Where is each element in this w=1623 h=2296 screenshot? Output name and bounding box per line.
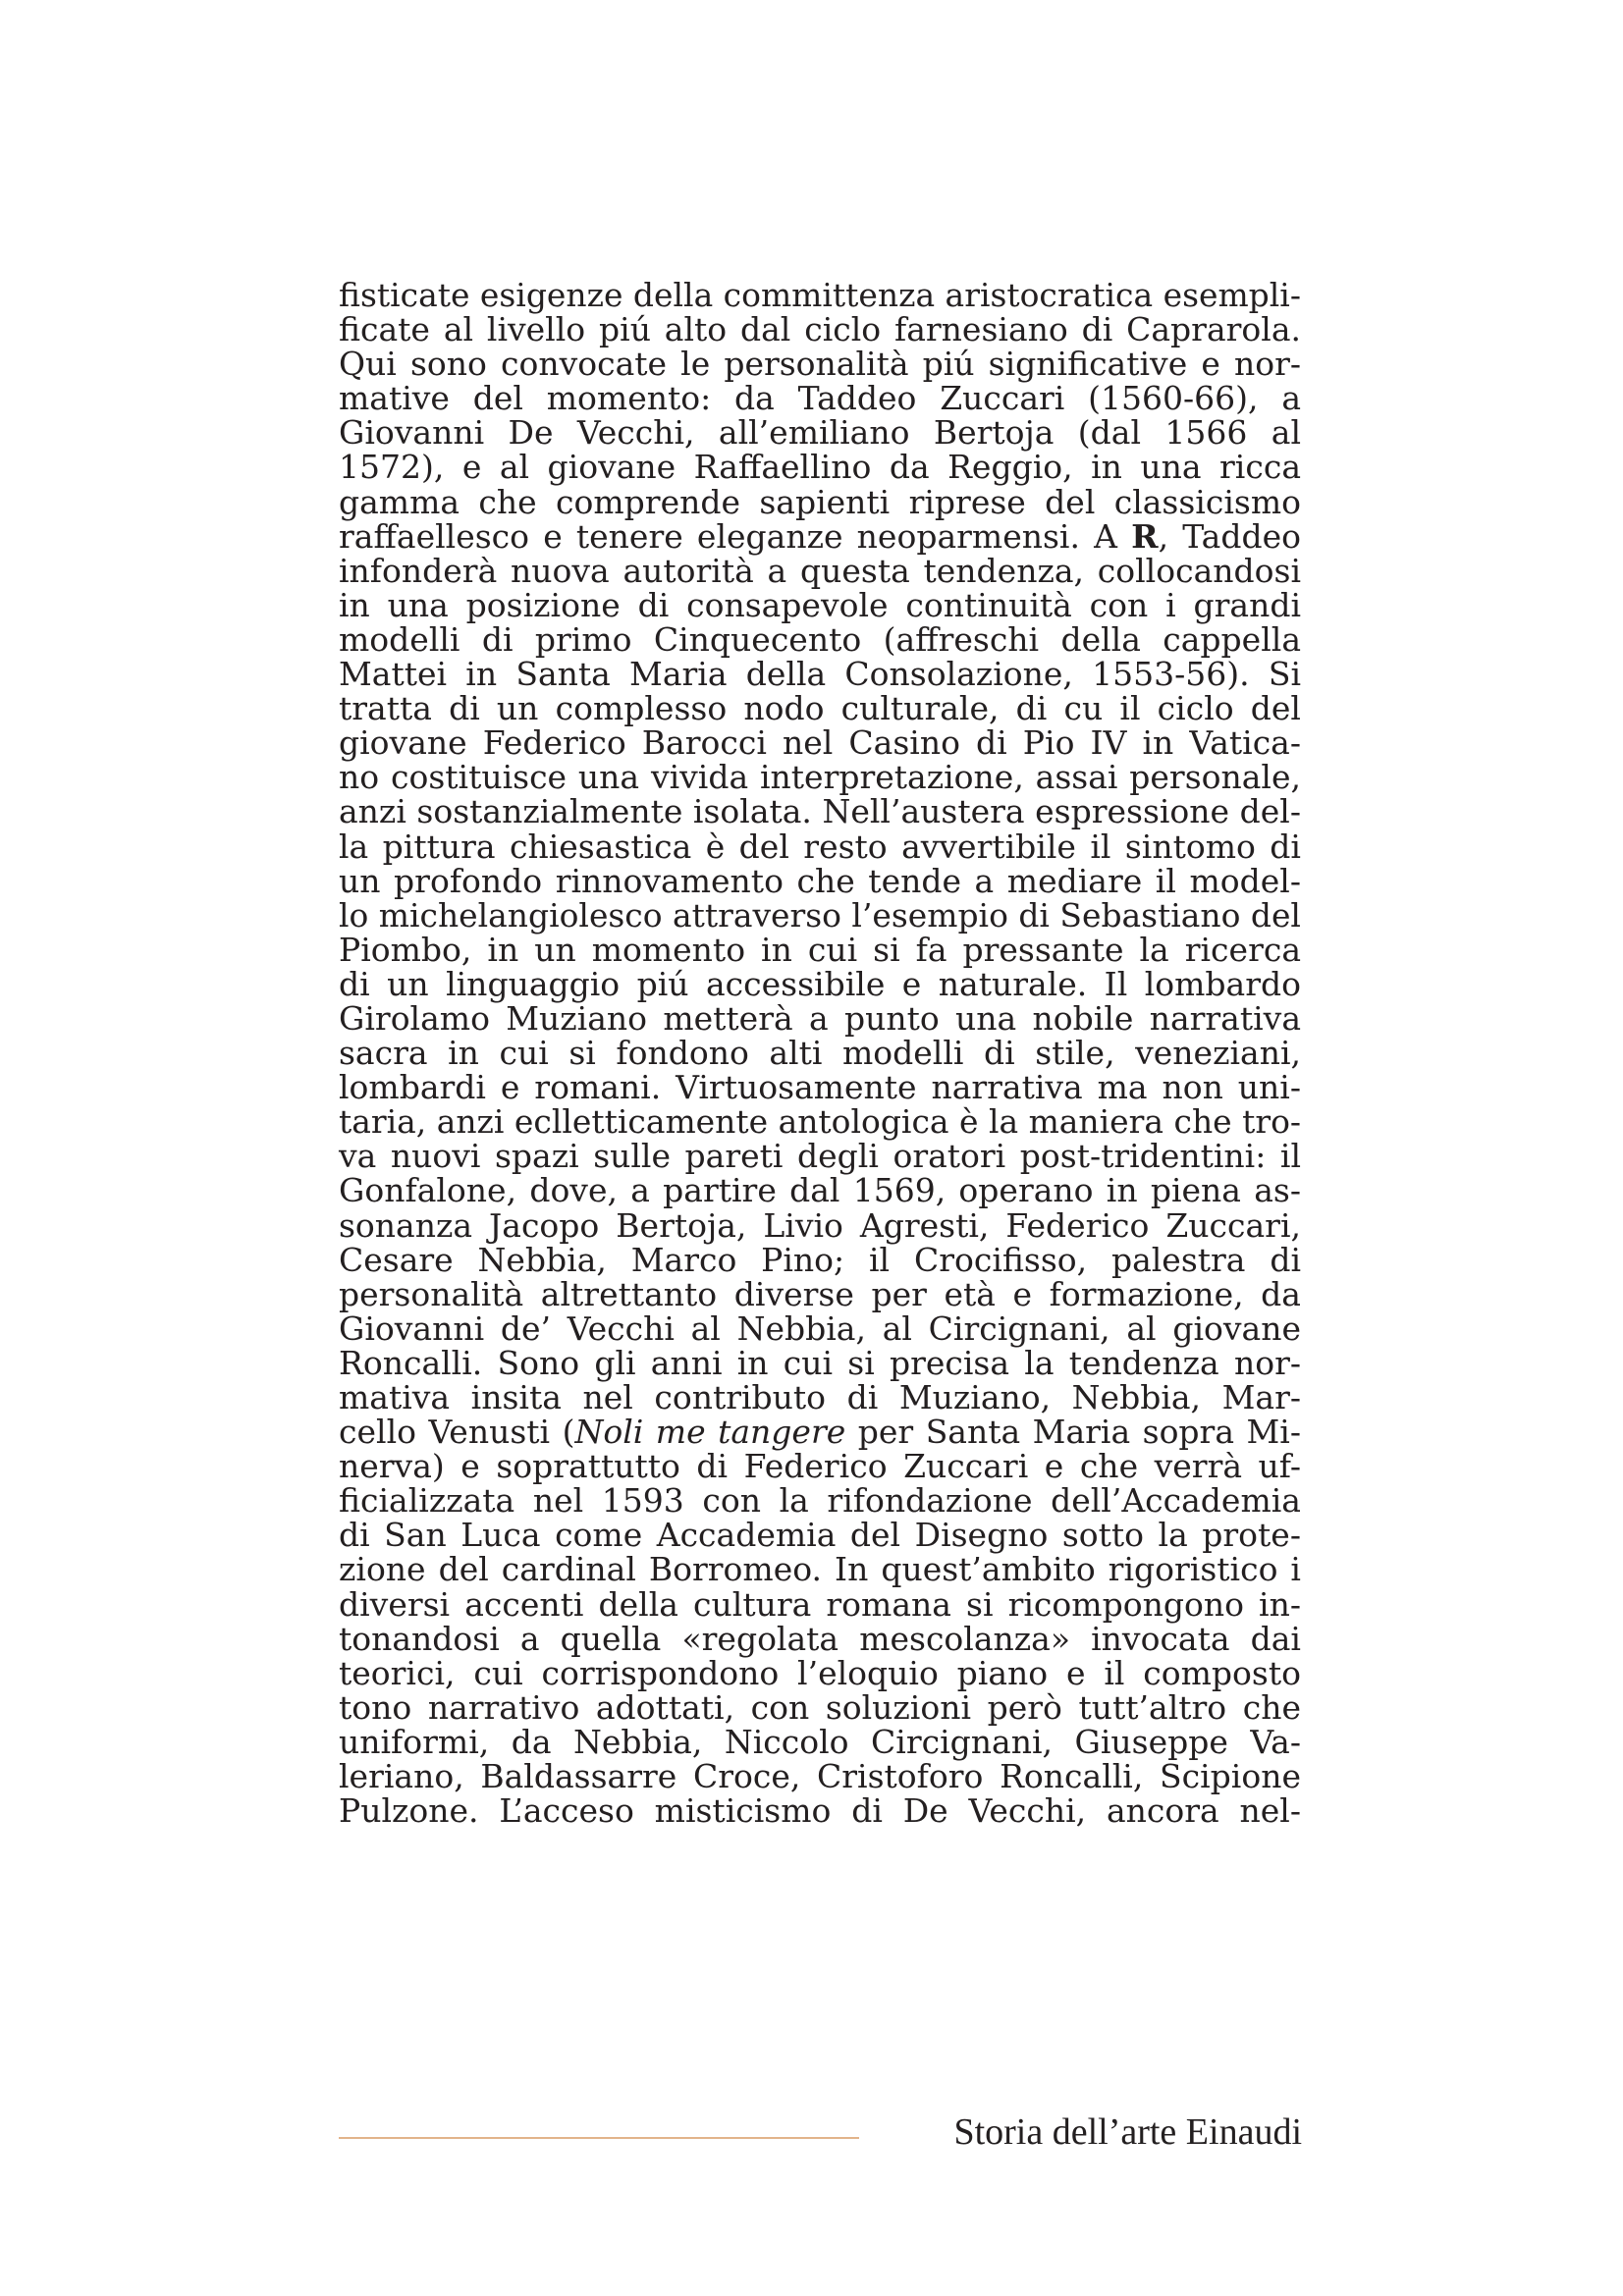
text-segment: tonandosi a quella «regolata mescolanza» invocata dai bbox=[339, 1619, 1301, 1658]
text-line bbox=[339, 1137, 1301, 1176]
footer-title: Storia dell’arte Einaudi bbox=[953, 2111, 1302, 2153]
text-segment: sonanza Jacopo Bertoja, Livio Agresti, Federico Zuccari, bbox=[339, 1205, 1301, 1245]
footer-rule bbox=[339, 2137, 859, 2139]
text-line bbox=[339, 723, 1301, 763]
text-line bbox=[339, 1447, 1301, 1486]
text-segment: Girolamo Muziano metterà a punto una nobile narrativa bbox=[339, 998, 1301, 1038]
text-line bbox=[339, 1343, 1301, 1382]
text-line bbox=[339, 1171, 1301, 1210]
text-segment: infonderà nuova autorità a questa tendenza, collocandosi bbox=[339, 551, 1301, 590]
text-line bbox=[339, 1380, 1301, 1415]
text-line bbox=[339, 1308, 1301, 1348]
text-line bbox=[339, 619, 1301, 659]
text-line bbox=[339, 1481, 1301, 1521]
text-segment: cello Venusti ( bbox=[339, 1413, 575, 1452]
text-line bbox=[339, 1653, 1301, 1692]
text-segment: mativa insita nel contributo di Muziano, Nebbia, Mar- bbox=[339, 1378, 1301, 1416]
text-segment: Piombo, in un momento in cui si fa pressante la ricerca bbox=[339, 930, 1301, 969]
text-line bbox=[339, 516, 1302, 556]
text-segment: Pulzone. L’acceso misticismo di De Vecchi, ancora nel- bbox=[339, 1791, 1301, 1831]
text-line bbox=[339, 379, 1301, 418]
body-text bbox=[339, 276, 1302, 1831]
text-segment: Qui sono convocate le personalità piú significative e nor- bbox=[339, 345, 1301, 384]
text-segment: personalità altrettanto diverse per età e formazione, da bbox=[339, 1274, 1301, 1313]
text-line bbox=[339, 829, 1301, 864]
text-segment: di San Luca come Accademia del Disegno sotto la prote- bbox=[339, 1516, 1301, 1555]
text-segment: raffaellesco e tenere eleganze neoparmensi. A bbox=[339, 516, 1132, 556]
text-segment: va nuovi spazi sulle pareti degli oratori post-tridentini: il bbox=[339, 1137, 1301, 1176]
text-segment: un profondo rinnovamento che tende a mediare il model- bbox=[339, 861, 1301, 900]
text-segment: giovane Federico Barocci nel Casino di Pio IV in Vatica- bbox=[339, 723, 1301, 763]
text-line bbox=[339, 1413, 1302, 1452]
text-segment: nerva) e soprattutto di Federico Zuccari e che verrà uf- bbox=[339, 1447, 1301, 1486]
text-segment: Gonfalone, dove, a partire dal 1569, operano in piena as- bbox=[339, 1171, 1301, 1210]
text-segment: per Santa Maria sopra Mi- bbox=[845, 1413, 1302, 1452]
text-segment: Giovanni de’ Vecchi al Nebbia, al Circignani, al giovane bbox=[339, 1308, 1301, 1348]
text-segment: teorici, cui corrispondono l’eloquio piano e il composto bbox=[339, 1653, 1301, 1692]
italic-title: Noli me tangere bbox=[574, 1413, 846, 1452]
text-line bbox=[339, 345, 1301, 384]
text-segment: Mattei in Santa Maria della Consolazione, 1553-56). Si bbox=[339, 655, 1301, 694]
text-line bbox=[339, 1034, 1301, 1073]
text-segment: Giovanni De Vecchi, all’emiliano Bertoja (dal 1566 al bbox=[339, 413, 1302, 453]
text-segment: ficate al livello piú alto dal ciclo farnesiano di Caprarola. bbox=[339, 310, 1301, 349]
text-segment: Cesare Nebbia, Marco Pino; il Crocifisso, palestra di bbox=[339, 1240, 1301, 1279]
text-segment: zione del cardinal Borromeo. In quest’ambito rigoristico i bbox=[339, 1550, 1301, 1589]
text-segment: lo michelangiolesco attraverso l’esempio di Sebastiano del bbox=[339, 895, 1301, 934]
text-line bbox=[339, 998, 1301, 1038]
text-line bbox=[339, 861, 1301, 900]
text-line bbox=[339, 551, 1301, 590]
text-line bbox=[339, 482, 1301, 521]
text-line bbox=[339, 1516, 1301, 1555]
text-line bbox=[339, 1274, 1301, 1313]
text-line bbox=[339, 1102, 1302, 1142]
text-segment: no costituisce una vivida interpretazione, assai personale, bbox=[339, 758, 1301, 797]
text-segment: uniformi, da Nebbia, Niccolo Circignani, Giuseppe Va- bbox=[339, 1722, 1301, 1761]
text-line bbox=[339, 792, 1301, 831]
text-line bbox=[339, 1722, 1301, 1761]
text-segment: lombardi e romani. Virtuosamente narrativa ma non uni- bbox=[339, 1068, 1301, 1107]
text-segment: , Taddeo bbox=[1158, 516, 1302, 556]
text-line bbox=[339, 930, 1301, 969]
text-line bbox=[339, 1687, 1301, 1727]
text-line bbox=[339, 585, 1301, 624]
text-segment: sacra in cui si fondono alti modelli di stile, veneziani, bbox=[339, 1034, 1301, 1073]
text-segment: tratta di un complesso nodo culturale, di cu il ciclo del bbox=[339, 689, 1301, 728]
text-line bbox=[339, 413, 1302, 453]
text-line bbox=[339, 1240, 1301, 1279]
text-line bbox=[339, 895, 1301, 934]
text-line bbox=[339, 448, 1301, 487]
text-line bbox=[339, 1791, 1301, 1831]
text-line bbox=[339, 1205, 1301, 1245]
text-segment: leriano, Baldassarre Croce, Cristoforo Roncalli, Scipione bbox=[339, 1757, 1301, 1796]
text-line bbox=[339, 655, 1301, 694]
text-line bbox=[339, 1550, 1301, 1589]
text-segment: modelli di primo Cinquecento (affreschi della cappella bbox=[339, 619, 1301, 659]
text-segment: tono narrativo adottati, con soluzioni però tutt’altro che bbox=[339, 1687, 1301, 1727]
text-line bbox=[339, 278, 1301, 312]
text-segment: anzi sostanzialmente isolata. Nell’austera espressione del- bbox=[339, 792, 1301, 831]
text-segment: la pittura chiesastica è del resto avvertibile il sintomo di bbox=[339, 827, 1301, 866]
text-segment: Roncalli. Sono gli anni in cui si precisa la tendenza nor- bbox=[339, 1343, 1301, 1382]
text-segment: fisticate esigenze della committenza aristocratica esempli- bbox=[339, 276, 1301, 314]
text-segment: ficializzata nel 1593 con la rifondazione dell’Accademia bbox=[339, 1481, 1301, 1521]
text-line bbox=[339, 689, 1301, 728]
text-line bbox=[339, 758, 1301, 797]
text-segment: taria, anzi eclletticamente antologica è la maniera che tro- bbox=[339, 1102, 1302, 1142]
text-segment: mative del momento: da Taddeo Zuccari (1560-66), a bbox=[339, 379, 1301, 418]
text-segment: gamma che comprende sapienti riprese del classicismo bbox=[339, 482, 1301, 521]
text-line bbox=[339, 964, 1301, 1003]
text-line bbox=[339, 312, 1301, 347]
text-segment: di un linguaggio piú accessibile e naturale. Il lombardo bbox=[339, 964, 1301, 1003]
bold-abbrev: R bbox=[1131, 516, 1159, 556]
text-line bbox=[339, 1757, 1301, 1796]
text-segment: in una posizione di consapevole continuità con i grandi bbox=[339, 585, 1301, 624]
text-segment: diversi accenti della cultura romana si ricompongono in- bbox=[339, 1584, 1301, 1624]
text-segment: 1572), e al giovane Raffaellino da Reggio, in una ricca bbox=[339, 448, 1301, 487]
text-line bbox=[339, 1619, 1301, 1658]
text-line bbox=[339, 1584, 1301, 1624]
text-line bbox=[339, 1068, 1301, 1107]
